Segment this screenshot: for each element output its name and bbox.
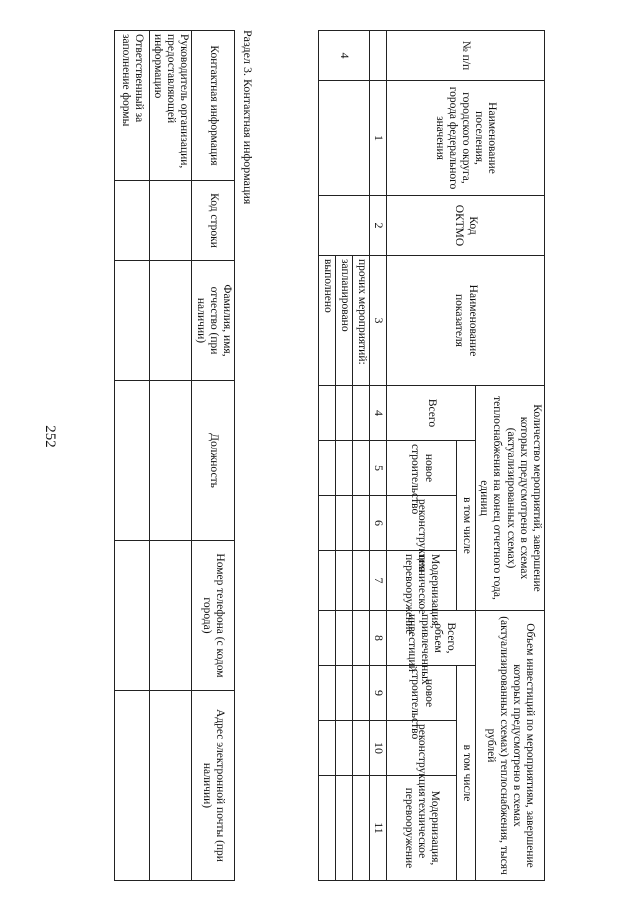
row-number: 4 xyxy=(318,31,369,81)
cell[interactable] xyxy=(318,776,335,881)
cell[interactable] xyxy=(335,721,352,776)
cell[interactable] xyxy=(318,551,335,611)
contact-row-responsible: Ответственный за заполнение формы xyxy=(114,31,149,181)
cell[interactable] xyxy=(335,551,352,611)
in-that-number-header: в том числе xyxy=(456,441,475,611)
col-oktmo-header: Код ОКТМО xyxy=(386,196,544,256)
cell[interactable] xyxy=(114,691,149,881)
count-group-header: Количество мероприятий, завершение которых предусмотрено в схемах (актуализированных схемах) теплоснабжения на конец отчетного года, единиц xyxy=(475,386,544,611)
col-total-header: Всего xyxy=(386,386,475,441)
cell[interactable] xyxy=(114,261,149,381)
colnum-1 xyxy=(369,31,386,81)
colnum-10: 10 xyxy=(369,721,386,776)
cell-oktmo[interactable] xyxy=(318,196,369,256)
cell[interactable] xyxy=(114,541,149,691)
cell[interactable] xyxy=(149,381,192,541)
cell[interactable] xyxy=(335,386,352,441)
email-header: Адрес электронной почты (при наличии) xyxy=(192,691,235,881)
cell[interactable] xyxy=(335,666,352,721)
cell[interactable] xyxy=(352,441,369,496)
contacts-table xyxy=(114,30,235,881)
contact-info-header: Контактная информация xyxy=(192,31,235,181)
col-modernization-header: Модернизация, техническое перевооружение xyxy=(386,551,456,611)
full-name-header: Фамилия, имя, отчество (при наличии) xyxy=(192,261,235,381)
cell[interactable] xyxy=(114,381,149,541)
row-code-header: Код строки xyxy=(192,181,235,261)
cell[interactable] xyxy=(318,611,335,666)
cell[interactable] xyxy=(149,541,192,691)
colnum-3: 3 xyxy=(369,256,386,386)
colnum-4: 4 xyxy=(369,386,386,441)
cell[interactable] xyxy=(335,776,352,881)
cell[interactable] xyxy=(149,261,192,381)
cell[interactable] xyxy=(318,496,335,551)
label-completed: выполнено xyxy=(318,256,335,386)
col-reconstruction-header: реконструкция xyxy=(386,496,456,551)
label-other-measures: прочих мероприятий: xyxy=(352,256,369,386)
cell[interactable] xyxy=(114,181,149,261)
col-reconstruction2-header: реконструкция xyxy=(386,721,456,776)
rotated-page xyxy=(70,30,545,880)
col-settlement-header: Наименование поселения, городского округа, города федерального значения xyxy=(386,81,544,196)
cell[interactable] xyxy=(352,721,369,776)
cell[interactable] xyxy=(352,776,369,881)
cell[interactable] xyxy=(149,691,192,881)
contact-row-head: Руководитель организации, предоставляющей информацию xyxy=(149,31,192,181)
col-total-invest-header: Всего, объем привлеченных инвестиций xyxy=(386,611,475,666)
cell[interactable] xyxy=(352,611,369,666)
col-num-header: № п/п xyxy=(386,31,544,81)
colnum-2: 2 xyxy=(369,196,386,256)
cell[interactable] xyxy=(352,496,369,551)
page-number: 252 xyxy=(41,425,58,448)
colnum-8: 8 xyxy=(369,611,386,666)
in-that-number2-header: в том числе xyxy=(456,666,475,881)
cell-settlement[interactable] xyxy=(318,81,369,196)
cell[interactable] xyxy=(318,441,335,496)
colnum-11: 11 xyxy=(369,776,386,881)
cell[interactable] xyxy=(335,496,352,551)
cell[interactable] xyxy=(352,386,369,441)
cell[interactable] xyxy=(318,386,335,441)
cell[interactable] xyxy=(149,181,192,261)
colnum-1b: 1 xyxy=(369,81,386,196)
phone-header: Номер телефона (с кодом города) xyxy=(192,541,235,691)
cell[interactable] xyxy=(335,441,352,496)
invest-group-header: Объем инвестиций по мероприятиям, завершение которых предусмотрено в схемах (актуализированных схемах) теплоснабжения, тысяч рублей xyxy=(475,611,544,881)
col-new-construction-header: новое строительство xyxy=(386,441,456,496)
col-new-construction2-header: новое строительство xyxy=(386,666,456,721)
cell[interactable] xyxy=(335,611,352,666)
col-modernization2-header: Модернизация, техническое перевооружение xyxy=(386,776,456,881)
indicators-table xyxy=(318,30,545,881)
colnum-5: 5 xyxy=(369,441,386,496)
label-planned: запланировано xyxy=(335,256,352,386)
col-indicator-header: Наименование показателя xyxy=(386,256,544,386)
colnum-7: 7 xyxy=(369,551,386,611)
position-header: Должность xyxy=(192,381,235,541)
section3-title: Раздел 3. Контактная информация xyxy=(241,30,255,205)
cell[interactable] xyxy=(352,551,369,611)
cell[interactable] xyxy=(352,666,369,721)
cell[interactable] xyxy=(318,721,335,776)
colnum-9: 9 xyxy=(369,666,386,721)
cell[interactable] xyxy=(318,666,335,721)
document-sheet xyxy=(70,30,545,880)
colnum-6: 6 xyxy=(369,496,386,551)
